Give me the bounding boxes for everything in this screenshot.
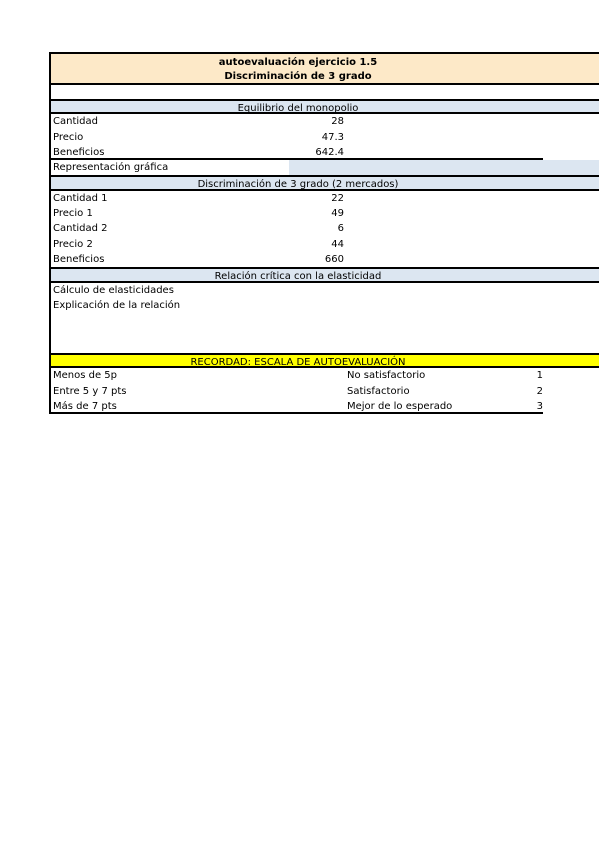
graphic-row xyxy=(49,160,599,175)
row-label: Cantidad 1 xyxy=(53,192,108,204)
table-row xyxy=(49,114,543,129)
section-title: Discriminación de 3 grado (2 mercados) xyxy=(197,179,399,191)
spreadsheet xyxy=(49,52,599,414)
row-value: 44 xyxy=(331,238,344,250)
scale-score: 3 xyxy=(536,401,543,413)
item-label: Cálculo de elasticidades xyxy=(53,284,174,296)
row-value: 22 xyxy=(331,192,344,204)
section-title: Equilibrio del monopolio xyxy=(237,103,359,114)
sheet-title: autoevaluación ejercicio 1.5 xyxy=(218,57,378,68)
section-title: Relación crítica con la elasticidad xyxy=(214,271,382,283)
section-header-monopolio xyxy=(49,99,599,114)
section-header-elasticidad xyxy=(49,267,599,282)
sheet-subtitle: Discriminación de 3 grado xyxy=(224,71,372,82)
list-item xyxy=(49,283,543,298)
table-row xyxy=(49,145,543,160)
scale-title: RECORDAD: ESCALA DE AUTOEVALUACIÓN xyxy=(190,357,406,369)
scale-label: Mejor de lo esperado xyxy=(347,401,453,413)
scale-row xyxy=(49,368,543,383)
row-label: Precio 1 xyxy=(53,208,93,220)
scale-row xyxy=(49,384,543,399)
table-row xyxy=(49,206,543,221)
scale-range: Menos de 5p xyxy=(53,370,118,382)
table-row xyxy=(49,221,543,236)
scale-row xyxy=(49,399,543,414)
row-value: 660 xyxy=(324,253,344,265)
scale-header xyxy=(49,353,599,368)
scale-range: Entre 5 y 7 pts xyxy=(53,385,127,397)
table-row xyxy=(49,130,543,145)
spacer-row xyxy=(49,85,543,99)
table-row xyxy=(49,252,543,267)
graphic-label: Representación gráfica xyxy=(53,162,169,174)
table-row xyxy=(49,191,543,206)
row-label: Cantidad 2 xyxy=(53,223,108,235)
title-block xyxy=(49,52,599,85)
row-value: 49 xyxy=(331,208,344,220)
row-label: Beneficios xyxy=(53,146,105,158)
table-row xyxy=(49,237,543,252)
row-label: Cantidad xyxy=(53,116,98,128)
scale-label: Satisfactorio xyxy=(347,385,410,397)
section-header-discriminacion xyxy=(49,175,599,190)
scale-score: 1 xyxy=(536,370,543,382)
list-item xyxy=(49,298,543,313)
scale-label: No satisfactorio xyxy=(347,370,426,382)
graphic-band xyxy=(289,160,599,175)
row-value: 642.4 xyxy=(315,146,344,158)
row-value: 6 xyxy=(337,223,344,235)
blank-area xyxy=(49,313,543,353)
scale-range: Más de 7 pts xyxy=(53,401,117,413)
row-label: Beneficios xyxy=(53,253,105,265)
row-value: 28 xyxy=(331,116,344,128)
row-label: Precio xyxy=(53,131,84,143)
row-value: 47.3 xyxy=(321,131,344,143)
scale-score: 2 xyxy=(536,385,543,397)
row-label: Precio 2 xyxy=(53,238,93,250)
item-label: Explicación de la relación xyxy=(53,299,181,311)
